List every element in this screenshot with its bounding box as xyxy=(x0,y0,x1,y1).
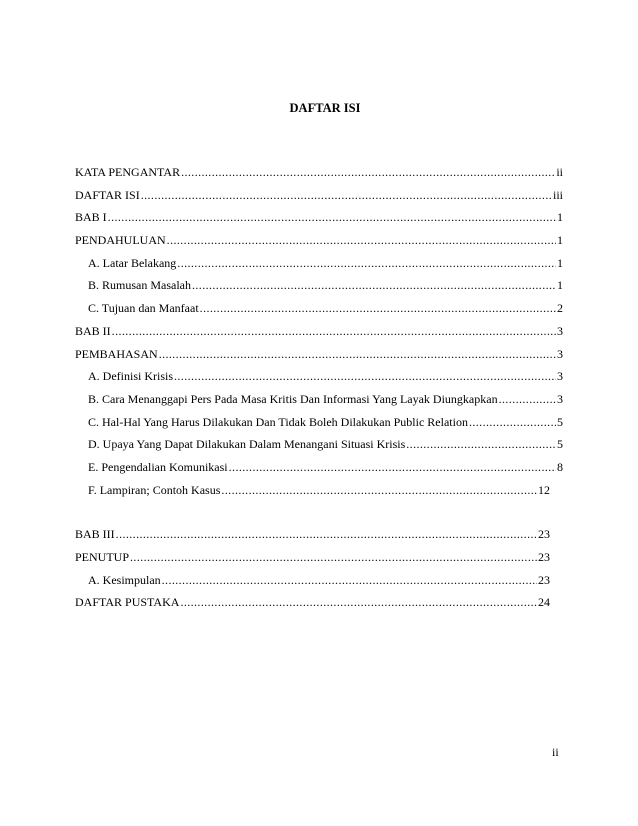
toc-leader-dots xyxy=(499,391,556,407)
toc-leader-dots xyxy=(180,594,537,610)
page-number: ii xyxy=(552,745,559,759)
toc-leader-dots xyxy=(229,459,556,475)
toc-entry-page: iii xyxy=(552,187,563,202)
toc-entry-label: KATA PENGANTAR xyxy=(75,165,181,179)
toc-leader-dots xyxy=(112,323,556,339)
toc-entry-definisi-krisis[interactable] xyxy=(75,368,563,391)
toc-entry-label: B. Rumusan Masalah xyxy=(88,278,191,293)
toc-entry-page: 1 xyxy=(557,255,563,270)
toc-leader-dots xyxy=(469,414,556,430)
toc-leader-dots xyxy=(116,526,537,542)
toc-entry-label: A. Definisi Krisis xyxy=(88,369,173,384)
toc-entry-label: BAB III xyxy=(75,527,115,542)
toc-entry-label: C. Tujuan dan Manfaat xyxy=(88,301,199,316)
toc-entry-pembahasan[interactable] xyxy=(75,346,563,369)
toc-entry-page: 8 xyxy=(557,459,563,474)
toc-entry-page: 3 xyxy=(557,391,563,406)
toc-entry-label: A. Kesimpulan xyxy=(88,572,161,587)
table-of-contents xyxy=(75,164,563,617)
toc-leader-dots xyxy=(159,346,556,362)
toc-entry-label: PENDAHULUAN xyxy=(75,233,166,248)
toc-leader-dots xyxy=(221,482,537,498)
toc-entry-page: 23 xyxy=(538,527,550,542)
toc-entry-pengendalian-komunikasi[interactable] xyxy=(75,459,563,482)
toc-leader-dots xyxy=(108,209,556,225)
toc-leader-dots xyxy=(141,187,552,203)
toc-entry-hal-hal-public-relation[interactable] xyxy=(75,414,563,437)
page-title: DAFTAR ISI xyxy=(289,101,361,115)
toc-entry-label: C. Hal-Hal Yang Harus Dilakukan Dan Tidak Boleh Dilakukan Public Relation xyxy=(88,414,468,429)
toc-entry-label: E. Pengendalian Komunikasi xyxy=(88,459,228,474)
toc-leader-dots xyxy=(181,164,555,180)
toc-leader-dots xyxy=(130,549,537,565)
toc-entry-page: 3 xyxy=(557,369,563,384)
toc-entry-page: 1 xyxy=(557,233,563,248)
toc-entry-label: DAFTAR PUSTAKA xyxy=(75,595,180,610)
toc-leader-dots xyxy=(162,572,537,588)
toc-entry-cara-menanggapi-pers[interactable] xyxy=(75,391,563,414)
toc-entry-daftar-pustaka[interactable] xyxy=(75,594,550,617)
toc-leader-dots xyxy=(174,368,556,384)
toc-entry-bab-3[interactable] xyxy=(75,526,550,549)
toc-entry-page: 5 xyxy=(557,414,563,429)
toc-entry-label: DAFTAR ISI xyxy=(75,187,140,202)
toc-entry-label: PEMBAHASAN xyxy=(75,346,158,361)
toc-entry-page: 24 xyxy=(538,595,550,610)
toc-leader-dots xyxy=(200,300,556,316)
toc-entry-page: 23 xyxy=(538,550,550,564)
toc-entry-bab-2[interactable] xyxy=(75,323,563,346)
toc-entry-latar-belakang[interactable] xyxy=(75,255,563,278)
toc-leader-dots xyxy=(192,277,556,293)
toc-entry-label: F. Lampiran; Contoh Kasus xyxy=(88,482,221,497)
toc-entry-daftar-isi[interactable] xyxy=(75,187,563,210)
toc-leader-dots xyxy=(177,255,556,271)
toc-leader-dots xyxy=(167,232,556,248)
toc-entry-label: BAB I xyxy=(75,210,107,225)
toc-entry-rumusan-masalah[interactable] xyxy=(75,277,563,300)
toc-entry-page: 1 xyxy=(557,278,563,293)
toc-entry-page: 12 xyxy=(538,482,550,497)
toc-entry-label: D. Upaya Yang Dapat Dilakukan Dalam Menangani Situasi Krisis xyxy=(88,437,406,452)
toc-entry-label: B. Cara Menanggapi Pers Pada Masa Kritis Dan Informasi Yang Layak Diungkapkan xyxy=(88,391,498,406)
toc-entry-label: A. Latar Belakang xyxy=(88,255,177,270)
toc-entry-penutup[interactable] xyxy=(75,549,550,572)
toc-entry-page: 23 xyxy=(538,572,550,587)
toc-entry-lampiran-contoh-kasus[interactable] xyxy=(75,482,550,505)
toc-entry-page: 3 xyxy=(557,346,563,361)
toc-entry-upaya-situasi-krisis[interactable] xyxy=(75,436,563,459)
toc-entry-label: PENUTUP xyxy=(75,550,130,564)
toc-entry-page: ii xyxy=(556,165,563,179)
toc-entry-kesimpulan[interactable] xyxy=(75,572,550,595)
toc-entry-pendahuluan[interactable] xyxy=(75,232,563,255)
toc-entry-page: 1 xyxy=(557,210,563,225)
toc-entry-bab-1[interactable] xyxy=(75,209,563,232)
toc-leader-dots xyxy=(406,436,556,452)
toc-entry-page: 2 xyxy=(557,301,563,316)
toc-entry-page: 5 xyxy=(557,437,563,452)
toc-entry-kata-pengantar[interactable] xyxy=(75,164,563,187)
toc-entry-page: 3 xyxy=(557,323,563,338)
toc-entry-label: BAB II xyxy=(75,323,111,338)
toc-entry-tujuan-dan-manfaat[interactable] xyxy=(75,300,563,323)
